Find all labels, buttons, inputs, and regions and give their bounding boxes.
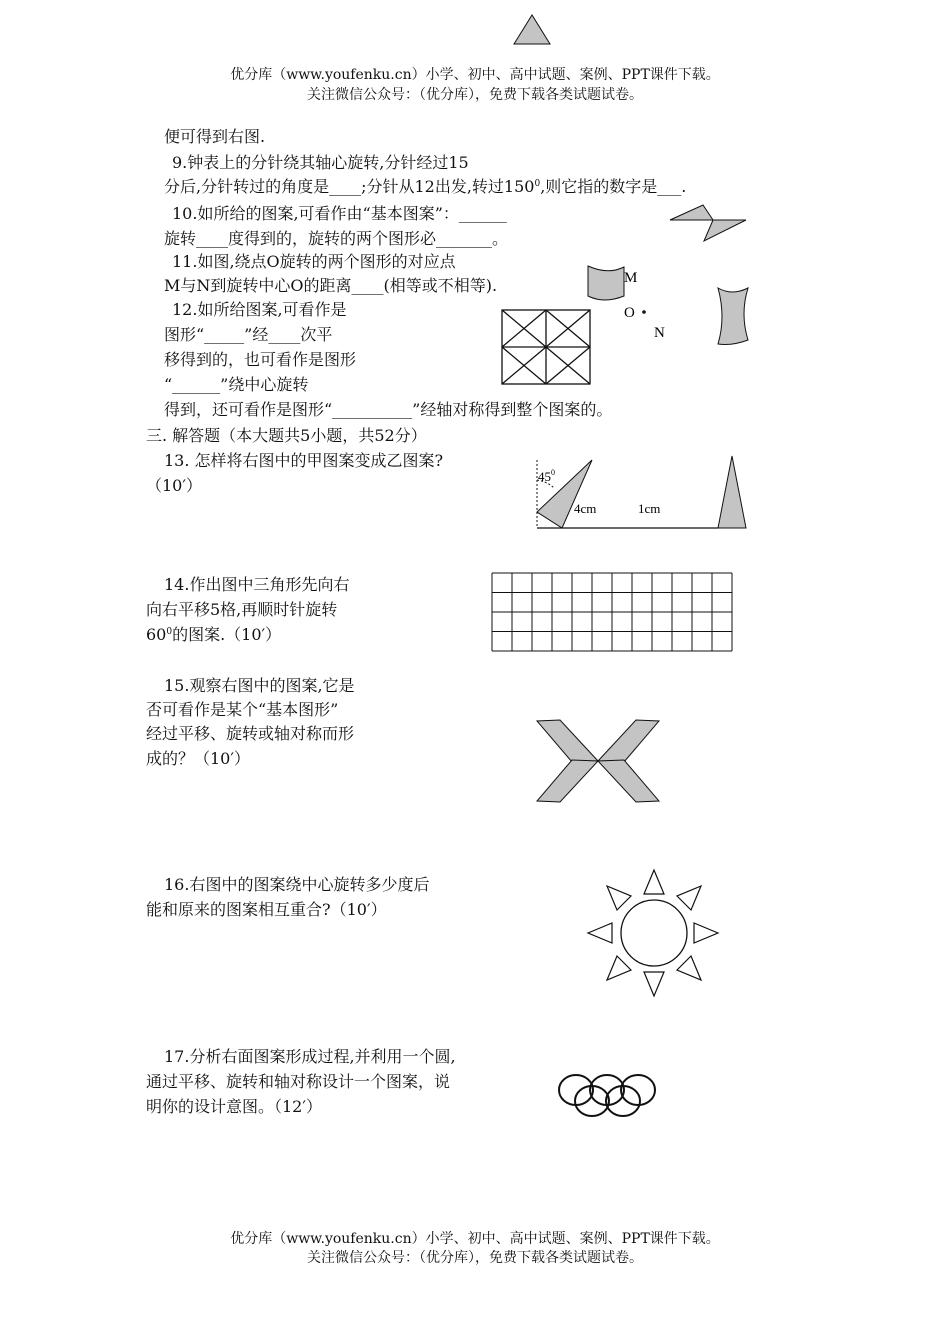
q13-length-4cm: 4cm bbox=[574, 501, 597, 516]
q12-line-2: 图形“_____”经____次平 bbox=[164, 325, 333, 344]
q13-shape-yi bbox=[718, 456, 746, 528]
header-line-1: 优分库（www.youfenku.cn）小学、初中、高中试题、案例、PPT课件下载。 bbox=[230, 67, 720, 83]
q14-triangle bbox=[514, 15, 550, 44]
q17-line-1: 17.分析右面图案形成过程,并利用一个圆, bbox=[164, 1047, 456, 1066]
q8-tail: 便可得到右图. bbox=[164, 127, 266, 146]
q17-line-2: 通过平移、旋转和轴对称设计一个图案，说 bbox=[146, 1072, 451, 1091]
q15-figure bbox=[536, 718, 662, 806]
q16-ray-top bbox=[644, 870, 664, 894]
q14-line-1: 14.作出图中三角形先向右 bbox=[164, 575, 350, 594]
q10-shape-left bbox=[670, 205, 713, 220]
q16-ray-bottom-left bbox=[607, 956, 631, 980]
q9-line-1: 9.钟表上的分针绕其轴心旋转,分针经过15 bbox=[172, 153, 469, 172]
q11-label-o: O bbox=[624, 305, 635, 321]
q16-line-1: 16.右图中的图案绕中心旋转多少度后 bbox=[164, 875, 430, 894]
q16-line-2: 能和原来的图案相互重合?（10′） bbox=[146, 900, 387, 919]
q16-ray-left bbox=[588, 923, 612, 943]
q11-line-1: 11.如图,绕点O旋转的两个图形的对应点 bbox=[172, 252, 456, 271]
q15-line-2: 否可看作是某个“基本图形” bbox=[146, 700, 339, 719]
q15-line-4: 成的？（10′） bbox=[146, 749, 250, 768]
q12-line-3: 移得到的，也可看作是图形 bbox=[164, 350, 357, 369]
q10-shape-right bbox=[704, 220, 746, 241]
q15-petal-upper-right bbox=[598, 720, 659, 762]
q17-ring-3 bbox=[621, 1075, 655, 1105]
q11-center-dot bbox=[642, 310, 646, 314]
q13-line-2: （10′） bbox=[146, 476, 202, 495]
q15-petal-lower-left bbox=[537, 760, 598, 802]
q13-line-1: 13. 怎样将右图中的甲图案变成乙图案? bbox=[164, 451, 444, 470]
q16-ray-bottom-right bbox=[677, 956, 701, 980]
q15-petal-lower-right bbox=[598, 760, 659, 802]
q11-line-2: M与N到旋转中心O的距离____(相等或不相等). bbox=[164, 276, 498, 295]
q10-line-1: 10.如所给的图案,可看作由“基本图案”：______ bbox=[172, 204, 507, 223]
q14-line-2: 向右平移5格,再顺时针旋转 bbox=[146, 600, 338, 619]
q13-angle-label: $45^0$ bbox=[538, 468, 555, 484]
q15-line-3: 经过平移、旋转或轴对称而形 bbox=[146, 724, 355, 743]
q14-line-3: $60^0$的图案.（10′） bbox=[146, 625, 282, 644]
footer-line-1: 优分库（www.youfenku.cn）小学、初中、高中试题、案例、PPT课件下载。 bbox=[230, 1231, 720, 1247]
q16-ray-top-left bbox=[607, 886, 631, 910]
header-line-2: 关注微信公众号：（优分库），免费下载各类试题试卷。 bbox=[307, 87, 643, 103]
q17-rings-figure bbox=[556, 1068, 660, 1120]
q17-line-3: 明你的设计意图。（12′） bbox=[146, 1097, 322, 1116]
q16-ray-right bbox=[694, 923, 718, 943]
q11-shape-m bbox=[588, 266, 624, 300]
section-3-title: 三. 解答题（本大题共5小题，共52分） bbox=[146, 426, 427, 445]
q11-label-m: M bbox=[624, 270, 638, 286]
q16-sun-figure bbox=[584, 866, 722, 1000]
q13-length-1cm: 1cm bbox=[638, 501, 661, 516]
q12-line-1: 12.如所给图案,可看作是 bbox=[172, 300, 347, 319]
q13-figure bbox=[534, 452, 754, 534]
q12-grid-figure bbox=[500, 308, 596, 388]
q9-line-2: 分后,分针转过的角度是____;分针从12出发,转过$150^0$,则它指的数字是___. bbox=[164, 177, 687, 196]
q16-ray-top-right bbox=[677, 886, 701, 910]
q11-figure bbox=[584, 262, 764, 354]
q10-bowtie-figure bbox=[668, 198, 758, 246]
q15-petal-upper-left bbox=[537, 720, 598, 762]
q14-grid-figure bbox=[491, 572, 735, 654]
q16-sun-circle bbox=[621, 900, 687, 966]
q12-line-5: 得到，还可看作是图形“__________”经轴对称得到整个图案的。 bbox=[164, 400, 613, 419]
q16-ray-bottom bbox=[644, 972, 664, 996]
q11-label-n: N bbox=[654, 325, 665, 341]
q15-line-1: 15.观察右图中的图案,它是 bbox=[164, 676, 355, 695]
q12-line-4: “______”绕中心旋转 bbox=[164, 375, 309, 394]
q10-line-2: 旋转____度得到的，旋转的两个图形必_______。 bbox=[164, 229, 509, 248]
q11-shape-n bbox=[718, 288, 748, 345]
footer-line-2: 关注微信公众号：（优分库），免费下载各类试题试卷。 bbox=[307, 1250, 643, 1266]
